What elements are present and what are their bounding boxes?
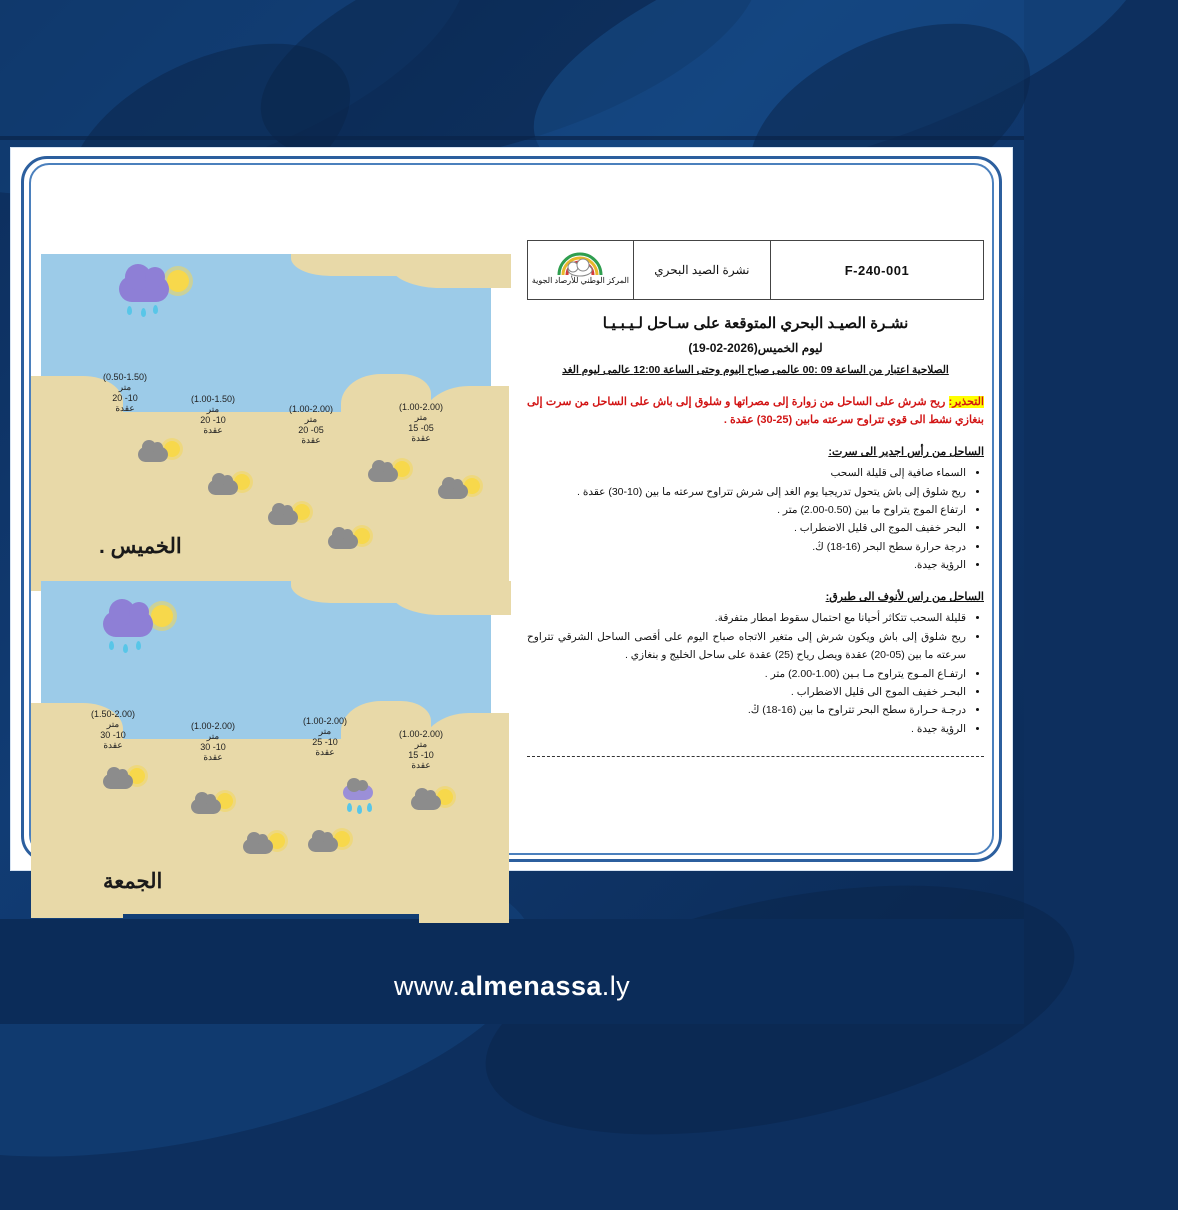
background-divider xyxy=(0,136,1024,140)
list-item: • ريح شلوق إلى باش يتحول تدريجيا يوم الغد إلى شرش تتراوح سرعته ما بين (10-30) عقدة . xyxy=(527,483,966,501)
divider xyxy=(527,756,984,757)
bulletin-code-cell xyxy=(770,241,983,300)
list-item: • قليلة السحب تتكاثر أحيانا مع احتمال سقوط امطار متفرقة. xyxy=(527,609,966,627)
bulletin-type: نشرة الصيد البحري xyxy=(654,263,750,277)
coast-strip-northeast xyxy=(391,254,511,288)
raindrop xyxy=(153,305,158,314)
map-label: (0.50-1.50) متر 10- 20 عقدة xyxy=(103,372,148,414)
sun-cloud-icon xyxy=(326,526,372,560)
raindrop xyxy=(123,644,128,653)
section-title: الساحل من رأس اجدير الى سرت: xyxy=(828,446,984,459)
organization-cell xyxy=(528,241,634,300)
logo-svg xyxy=(553,255,607,277)
map-day-label: الخميس . xyxy=(99,535,182,558)
cloud-shape xyxy=(119,276,169,302)
bulletin-type-cell xyxy=(633,241,770,300)
raindrop xyxy=(141,308,146,317)
sun-cloud-icon xyxy=(409,787,455,821)
section-coast-east xyxy=(527,590,984,738)
raindrop xyxy=(127,306,132,315)
section-title: الساحل من راس لأنوف الى طبرق: xyxy=(825,591,984,604)
list-item: • البحر خفيف الموج الى قليل الاضطراب . xyxy=(527,519,966,537)
bulletin-code: F-240-001 xyxy=(844,262,910,278)
sun-shape xyxy=(167,270,189,292)
sun-cloud-icon xyxy=(266,502,312,536)
header-table xyxy=(527,240,984,300)
sun-cloud-icon xyxy=(306,829,352,863)
storm-cloud-sun-icon xyxy=(119,264,189,320)
organization-name: المركز الوطني للأرصاد الجوية xyxy=(531,276,629,285)
url-brand: almenassa xyxy=(460,971,602,1001)
map-label: (1.00-2.00) متر 10- 25 عقدة xyxy=(303,716,348,758)
bulletin-content xyxy=(527,240,984,830)
list-item: • درجة حرارة سطح البحر (16-18) ﯓ. xyxy=(527,538,966,556)
list-item: • ريح شلوق إلى باش ويكون شرش إلى متغير الاتجاه صباح اليوم على أقصى الساحل الشرقي تتراوح سرعته ما بين (05-20) عقدة ويصل رياح (25) عقدة على ساحل الخليج و بنغازي . xyxy=(527,628,966,665)
validity-text: الصلاحية اعتبار من الساعة 09 :00 عالمى صباح اليوم وحتى الساعة 12:00 عالمى ليوم الغد xyxy=(562,364,949,376)
rain-cloud-icon xyxy=(341,777,387,811)
sun-cloud-icon xyxy=(436,476,482,510)
list-item: • درجـة حـرارة سطح البحر تتراوح ما بين (16-18) ﯓ. xyxy=(527,701,966,719)
page-title: نشـرة الصيـد البحري المتوقعة على سـاحل لـيـبـيـا xyxy=(602,315,909,332)
site-url xyxy=(0,971,1024,1002)
sun-cloud-icon xyxy=(206,472,252,506)
section-list xyxy=(527,609,984,738)
sun-cloud-icon xyxy=(101,766,147,800)
map-label: (1.00-2.00) متر 05- 15 عقدة xyxy=(399,402,444,444)
bulletin-date: ليوم الخميس(2026-02-19) xyxy=(688,341,823,355)
weather-center-logo-icon xyxy=(553,255,607,275)
url-suffix: .ly xyxy=(601,971,630,1001)
map-day-1 xyxy=(41,254,491,569)
map-label: (1.50-2.00) متر 10- 30 عقدة xyxy=(91,709,136,751)
section-list xyxy=(527,464,984,574)
list-item: • ارتفـاع المـوج يتراوح مـا بـين (1.00-2.00) متر . xyxy=(527,665,966,683)
list-item: • الرؤية جيدة . xyxy=(527,720,966,738)
sun-cloud-icon xyxy=(189,791,235,825)
section-coast-west xyxy=(527,445,984,574)
map-label: (1.00-2.00) متر 10- 30 عقدة xyxy=(191,721,236,763)
list-item: • البحـر خفيف الموج الى قليل الاضطراب . xyxy=(527,683,966,701)
sun-cloud-icon xyxy=(366,459,412,493)
table-row xyxy=(528,241,984,300)
map-label: (1.00-1.50) متر 10- 20 عقدة xyxy=(191,394,236,436)
map-day-label: الجمعة xyxy=(103,870,163,893)
sun-shape xyxy=(151,605,173,627)
list-item: • ارتفاع الموج يتراوح ما بين (0.50-2.00) متر . xyxy=(527,501,966,519)
warning-label: التحذير: xyxy=(948,396,984,408)
map-label: (1.00-2.00) متر 10- 15 عقدة xyxy=(399,729,444,771)
url-prefix: www. xyxy=(393,971,461,1001)
sun-cloud-icon xyxy=(136,439,182,473)
map-day-2 xyxy=(41,581,491,896)
forecast-maps xyxy=(41,254,491,893)
list-item: • السماء صافية إلى قليلة السحب xyxy=(527,464,966,482)
raindrop xyxy=(136,641,141,650)
cloud-shape xyxy=(103,611,153,637)
list-item: • الرؤية جيدة. xyxy=(527,556,966,574)
storm-cloud-sun-icon xyxy=(103,599,173,655)
warning-text: ريح شرش على الساحل من زوارة إلى مصراتها و شلوق إلى باش على الساحل من سرت إلى بنغازي نشط الى قوي تتراوح سرعته مابين (25-30) عقدة . xyxy=(527,396,984,426)
raindrop xyxy=(109,641,114,650)
coast-strip-northeast xyxy=(391,581,511,615)
bulletin-page xyxy=(11,148,1012,893)
map-label: (1.00-2.00) متر 05- 20 عقدة xyxy=(289,404,334,446)
sun-cloud-icon xyxy=(241,831,287,865)
warning-block xyxy=(527,394,984,429)
